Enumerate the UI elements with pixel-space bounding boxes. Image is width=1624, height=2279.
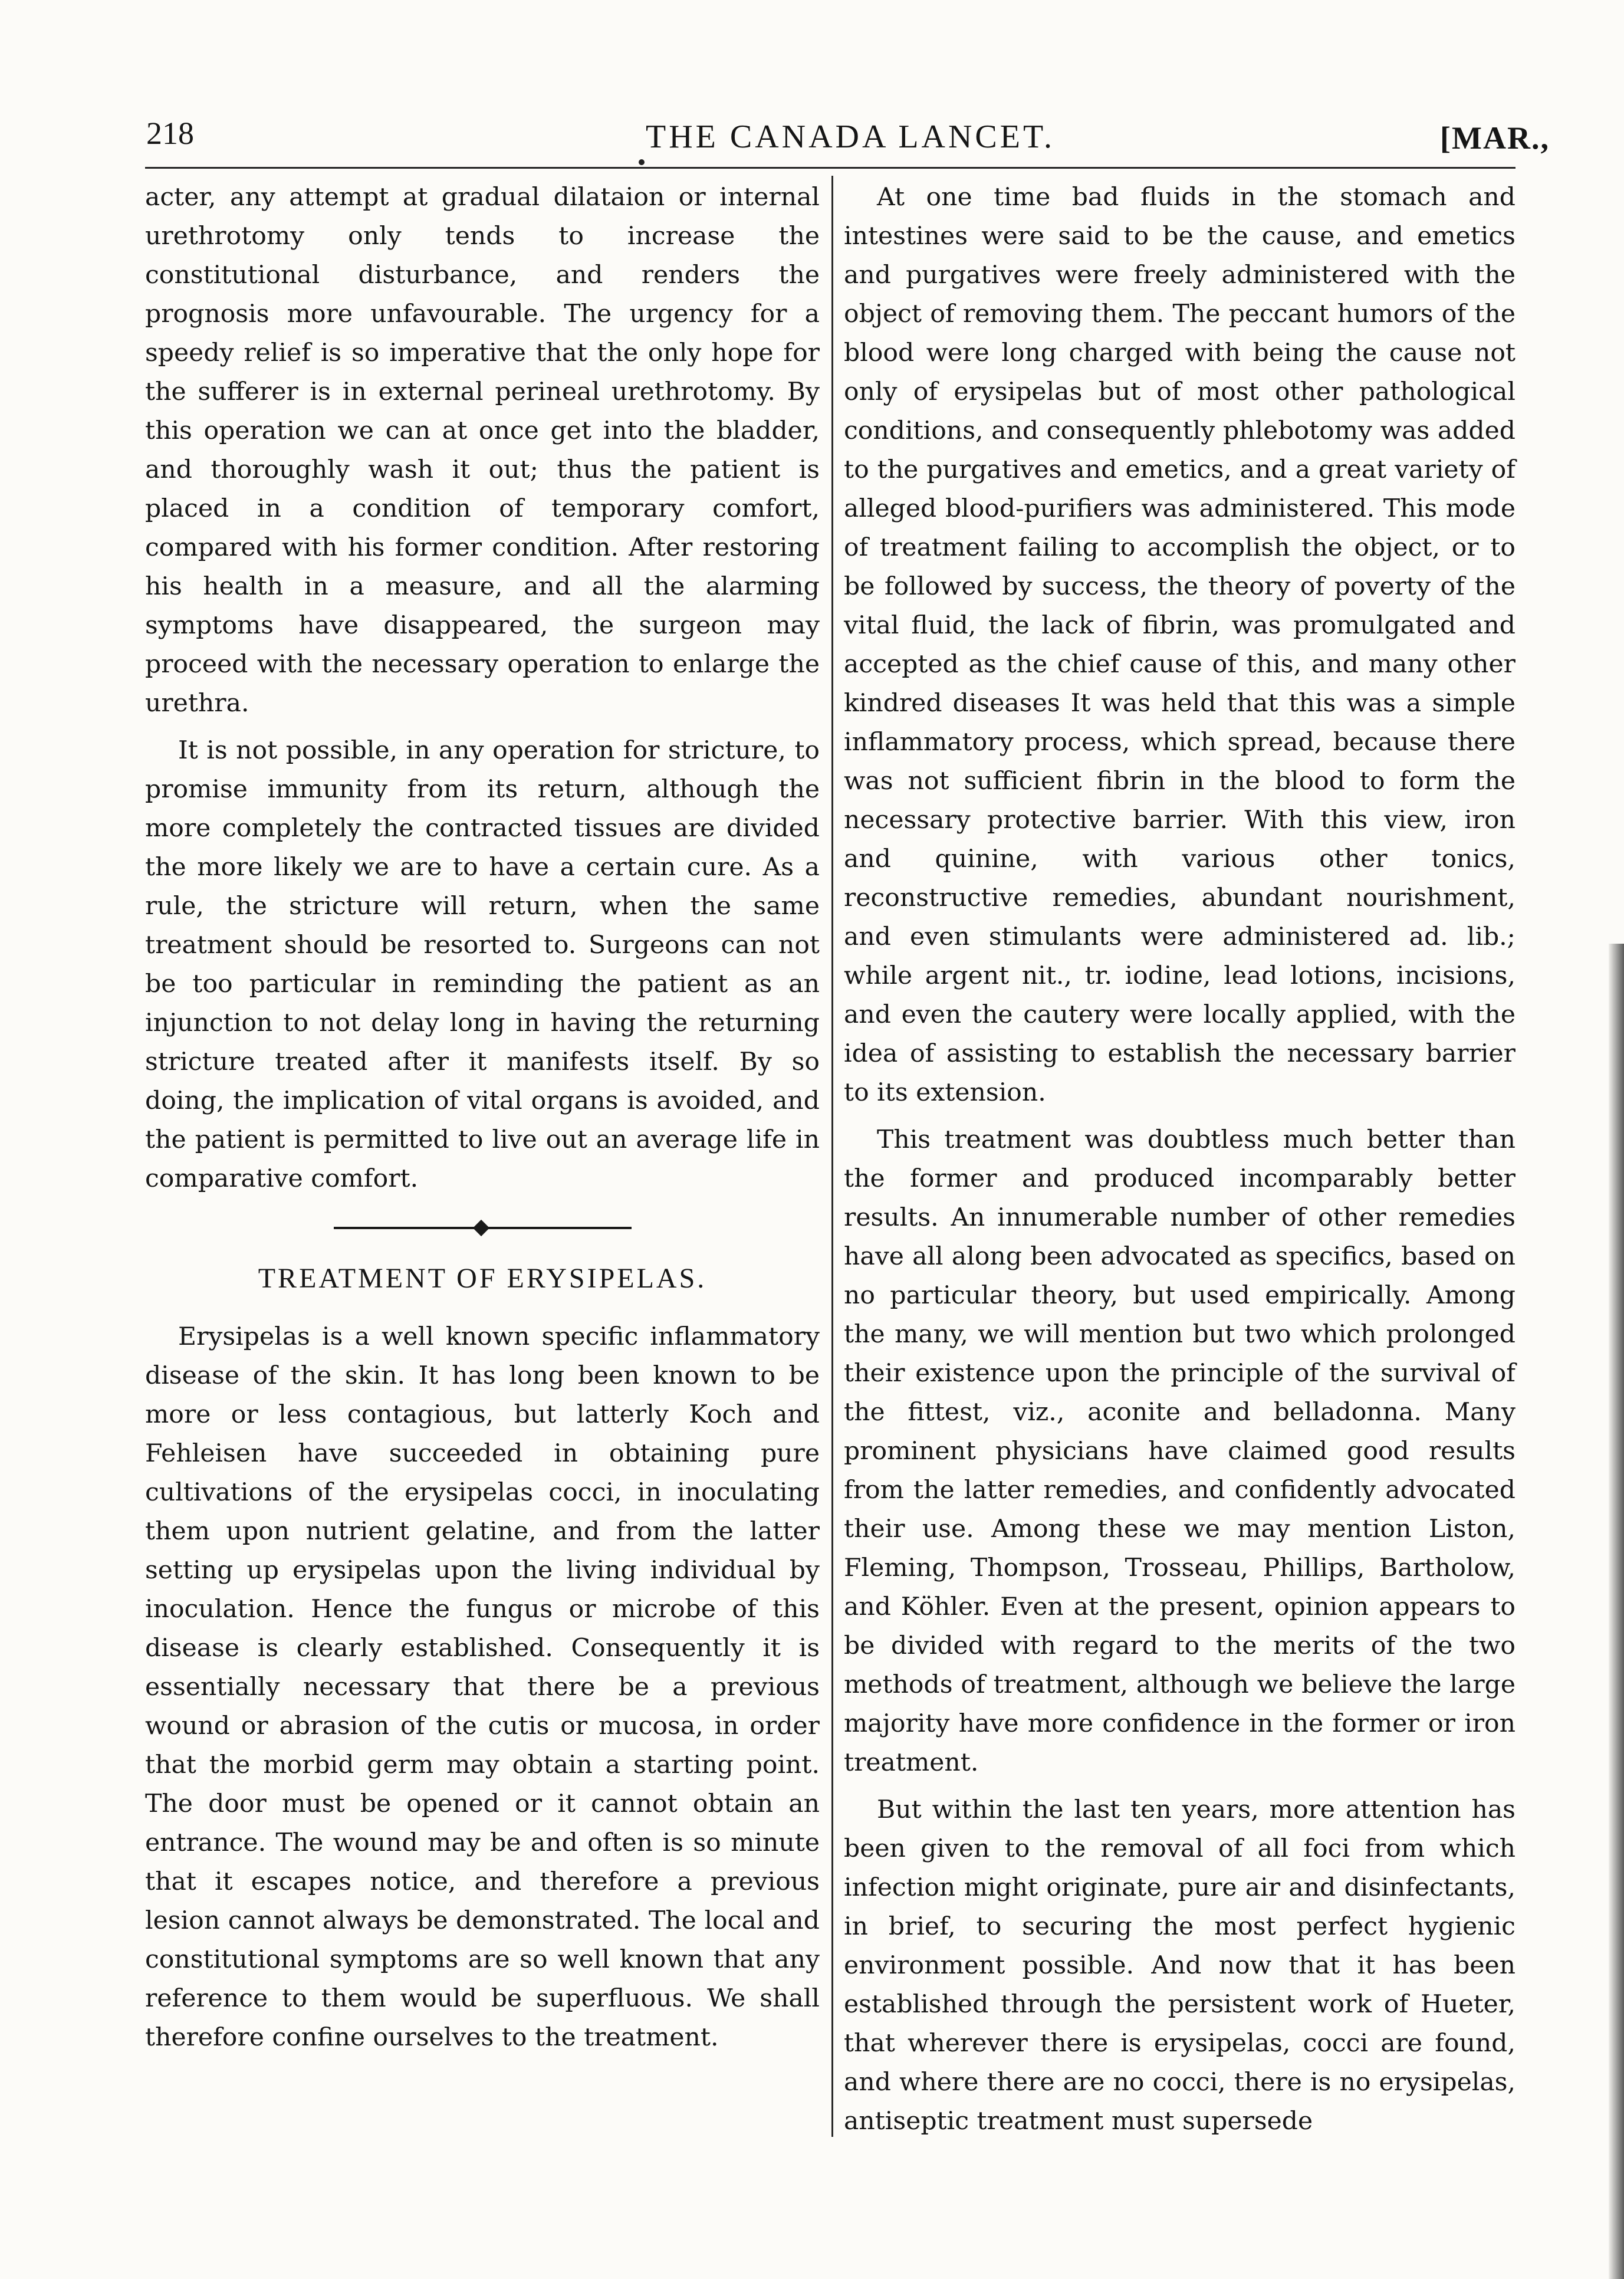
paragraph: This treatment was doubtless much better than the former and produced incomparably better results. An innumerable number of other remedies have all along been advocated as specifics, based on no particular theory, but used empirically. Among the many, we will mention but two which prolonged their existence upon the principle of the survival of the fittest, viz., aconite and belladonna. Many prominent physicians have claimed good results from the latter remedies, and confidently advocated their use. Among these we may mention Liston, Fleming, Thompson, Trosseau, Phillips, Bartholow, and Köhler. Even at the present, opinion appears to be divided with regard to the merits of the two methods of treatment, although we believe the large majority have more confidence in the former or iron treatment. — [844, 1125, 1515, 1777]
header-rule — [145, 167, 1515, 169]
paragraph: But within the last ten years, more attention has been given to the removal of all foci from which infection might originate, pure air and disinfectants, in brief, to securing the most perfect hygienic environment possible. And now that it has been established through the persistent work of Hueter, that wherever there is erysipelas, cocci are found, and where there are no cocci, there is no erysipelas, antiseptic treatment must supersede — [844, 1795, 1515, 2136]
journal-title: THE CANADA LANCET. — [646, 119, 1056, 155]
separator-diamond-icon — [473, 1220, 489, 1236]
section-heading: TREATMENT OF ERYSIPELAS. — [258, 1263, 707, 1294]
paragraph: Erysipelas is a well known specific inflammatory disease of the skin. It has long been known to be more or less contagious, but latterly Koch and Fehleisen have succeeded in obtaining pure cultivations of the erysipelas cocci, in inoculating them upon nutrient gelatine, and from the latter setting up erysipelas upon the living individual by inoculation. Hence the fungus or microbe of this disease is clearly established. Consequently it is essentially necessary that there be a previous wound or abrasion of the cutis or mucosa, in order that the morbid germ may obtain a starting point. The door must be opened or it cannot obtain an entrance. The wound may be and often is so minute that it escapes notice, and therefore a previous lesion cannot always be demonstrated. The local and constitutional symptoms are so well known that any reference to them would be superfluous. We shall therefore confine ourselves to the treatment. — [145, 1322, 820, 2052]
left-column — [145, 178, 820, 2057]
page-edge-shadow — [1609, 944, 1624, 2279]
right-column — [844, 178, 1515, 2141]
page-header — [0, 0, 1624, 195]
page-number: 218 — [146, 116, 194, 151]
column-divider — [831, 176, 833, 2137]
paragraph-continued: acter, any attempt at gradual dilataion or internal urethrotomy only tends to increase the constitutional disturbance, and renders the prognosis more unfavourable. The urgency for a speedy relief is so imperative that the only hope for the sufferer is in external perineal urethrotomy. By this operation we can at once get into the bladder, and thoroughly wash it out; thus the patient is placed in a condition of temporary comfort, compared with his former condition. After restoring his health in a measure, and all the alarming symptoms have disappeared, the surgeon may proceed with the necessary operation to enlarge the urethra. — [145, 183, 820, 718]
issue-month: [MAR., — [1440, 120, 1550, 156]
header-ornament-dot — [639, 159, 645, 165]
paragraph: It is not possible, in any operation for stricture, to promise immunity from its return, although the more completely the contracted tissues are divided the more likely we are to have a certain cure. As a rule, the stricture will return, when the same treatment should be resorted to. Surgeons can not be too particular in reminding the patient as an injunction to not delay long in having the returning stricture treated after it manifests itself. By so doing, the implication of vital organs is avoided, and the patient is permitted to live out an average life in comparative comfort. — [145, 736, 820, 1193]
section-separator — [145, 1198, 820, 1257]
paragraph: At one time bad fluids in the stomach and intestines were said to be the cause, and emetics and purgatives were freely administered with the object of removing them. The peccant humors of the blood were long charged with being the cause not only of erysipelas but of most other pathological conditions, and consequently phlebotomy was added to the purgatives and emetics, and a great variety of alleged blood-purifiers was administered. This mode of treatment failing to accomplish the object, or to be followed by success, the theory of poverty of the vital fluid, the lack of fibrin, was promulgated and accepted as the chief cause of this, and many other kindred diseases It was held that this was a simple inflammatory process, which spread, because there was not sufficient fibrin in the blood to form the necessary protective barrier. With this view, iron and quinine, with various other tonics, reconstructive remedies, abundant nourishment, and even stimulants were administered ad. lib.; while argent nit., tr. iodine, lead lotions, incisions, and even the cautery were locally applied, with the idea of assisting to establish the necessary barrier to its extension. — [844, 183, 1515, 1107]
